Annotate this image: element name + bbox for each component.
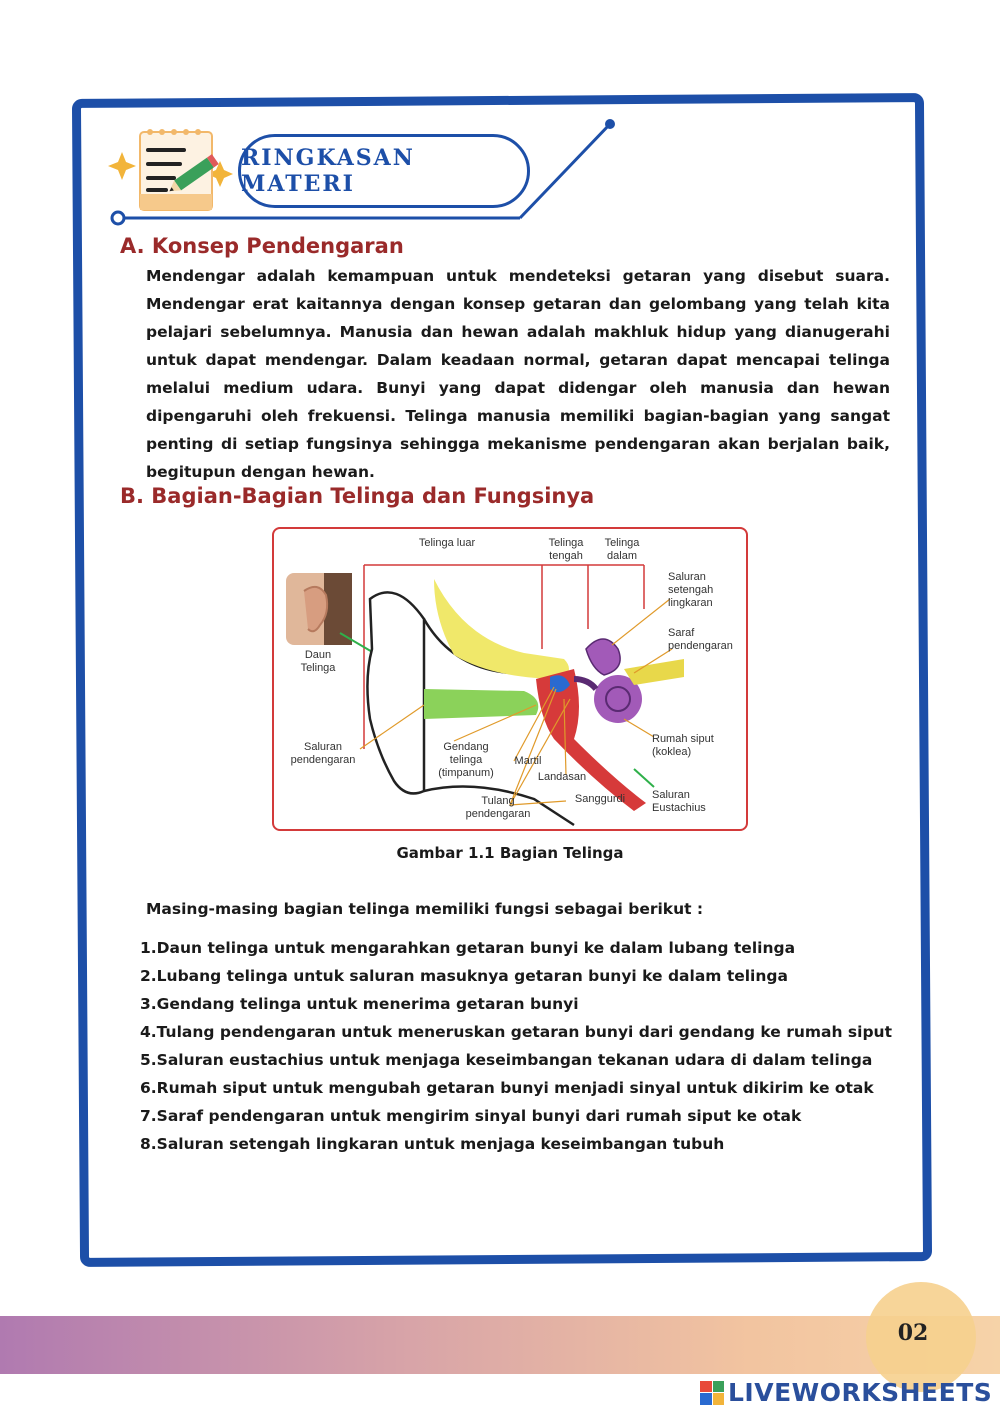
ear-diagram [272, 527, 748, 831]
label-eardrum: Gendang telinga (timpanum) [438, 741, 494, 779]
notes-pencil-icon [104, 124, 244, 216]
section-a-title: A. Konsep Pendengaran [120, 234, 404, 258]
list-item: 4.Tulang pendengaran untuk meneruskan getaran bunyi dari gendang ke rumah siput [140, 1023, 892, 1041]
section-b-title: B. Bagian-Bagian Telinga dan Fungsinya [120, 484, 595, 508]
label-inner-ear: Telinga dalam [604, 537, 640, 562]
label-pinna: Daun Telinga [300, 649, 336, 674]
list-item: 3.Gendang telinga untuk menerima getaran bunyi [140, 995, 579, 1013]
label-middle-ear: Telinga tengah [548, 537, 584, 562]
list-item: 8.Saluran setengah lingkaran untuk menjaga keseimbangan tubuh [140, 1135, 725, 1153]
label-ossicles: Tulang pendengaran [465, 795, 531, 820]
liveworksheets-logo-icon [700, 1381, 724, 1405]
figure-caption: Gambar 1.1 Bagian Telinga [396, 844, 624, 862]
list-item: 6.Rumah siput untuk mengubah getaran bunyi menjadi sinyal untuk dikirim ke otak [140, 1079, 874, 1097]
liveworksheets-brand[interactable] [700, 1378, 992, 1407]
label-incus: Landasan [537, 771, 587, 783]
liveworksheets-text: LIVEWORKSHEETS [728, 1378, 993, 1407]
page-number: 02 [897, 1320, 929, 1346]
label-eustachian: Saluran Eustachius [652, 789, 706, 814]
footer-band [0, 1316, 1000, 1374]
page-title-pill [238, 134, 530, 208]
label-cochlea: Rumah siput (koklea) [652, 733, 714, 758]
label-stapes: Sanggurdi [574, 793, 626, 805]
list-item: 1.Daun telinga untuk mengarahkan getaran bunyi ke dalam lubang telinga [140, 939, 796, 957]
functions-list [140, 934, 900, 1158]
page-title: RINGKASAN MATERI [241, 145, 415, 197]
list-item: 7.Saraf pendengaran untuk mengirim sinyal bunyi dari rumah siput ke otak [140, 1107, 802, 1125]
label-nerve: Saraf pendengaran [668, 627, 733, 652]
section-a-paragraph: Mendengar adalah kemampuan untuk mendeteksi getaran yang disebut suara. Mendengar erat kaitannya dengan konsep getaran dan gelombang yang telah kita pelajari sebelumnya. Manusia dan hewan adalah makhluk hidup yang dianugerahi untuk dapat mendengar. Dalam keadaan normal, getaran dapat mencapai telinga melalui medium udara. Bunyi yang dapat didengar oleh manusia dan hewan dipengaruhi oleh frekuensi. Telinga manusia memiliki bagian-bagian yang sangat penting di setiap fungsinya sehingga mekanisme pendengaran akan berjalan baik, begitupun dengan hewan. [146, 267, 890, 481]
label-semicircular: Saluran setengah lingkaran [668, 571, 714, 609]
label-ear-canal: Saluran pendengaran [290, 741, 356, 766]
label-malleus: Martil [514, 755, 542, 767]
functions-intro: Masing-masing bagian telinga memiliki fungsi sebagai berikut : [146, 900, 704, 918]
list-item: 2.Lubang telinga untuk saluran masuknya getaran bunyi ke dalam telinga [140, 967, 788, 985]
list-item: 5.Saluran eustachius untuk menjaga keseimbangan tekanan udara di dalam telinga [140, 1051, 873, 1069]
label-outer-ear: Telinga luar [418, 537, 476, 549]
